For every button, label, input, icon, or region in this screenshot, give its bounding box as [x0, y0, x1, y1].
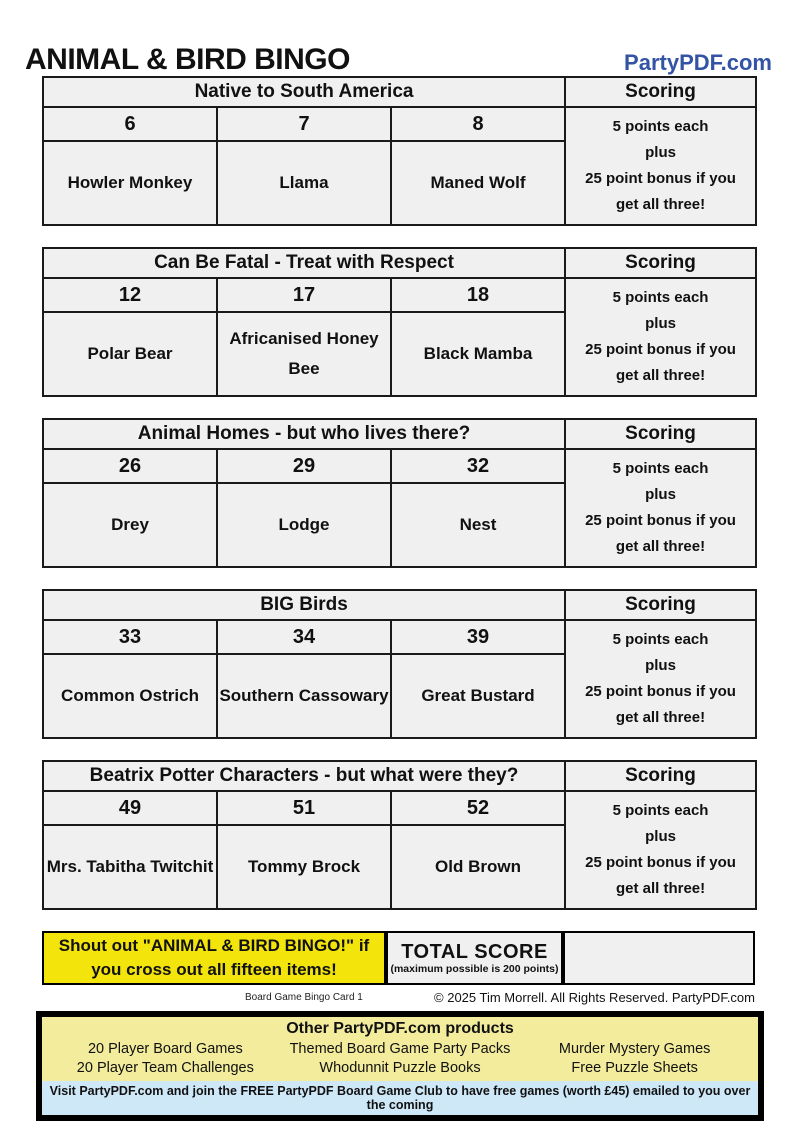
category-header: Animal Homes - but who lives there?: [43, 419, 565, 449]
product-item: Free Puzzle Sheets: [571, 1060, 698, 1076]
bingo-number-cell[interactable]: 7: [217, 107, 391, 141]
scoring-line: plus: [645, 486, 676, 503]
page-title: ANIMAL & BIRD BINGO: [25, 43, 350, 76]
category-header: Native to South America: [43, 77, 565, 107]
bingo-item-cell[interactable]: Polar Bear: [43, 312, 217, 396]
scoring-header: Scoring: [565, 419, 756, 449]
bingo-section-4: [42, 589, 757, 739]
bingo-item-cell[interactable]: Great Bustard: [391, 654, 565, 738]
total-score-label-box: [386, 931, 563, 985]
product-item: 20 Player Board Games: [87, 1041, 243, 1057]
bingo-item-cell[interactable]: Black Mamba: [391, 312, 565, 396]
score-strip: [42, 931, 755, 985]
product-item: Themed Board Game Party Packs: [289, 1041, 511, 1057]
bingo-item-cell[interactable]: Tommy Brock: [217, 825, 391, 909]
scoring-line: 25 point bonus if you: [585, 341, 736, 358]
bingo-number-cell[interactable]: 49: [43, 791, 217, 825]
scoring-line: 25 point bonus if you: [585, 683, 736, 700]
total-score-label: TOTAL SCORE: [401, 940, 548, 963]
shout-line-1: Shout out "ANIMAL & BIRD BINGO!" if: [58, 936, 370, 955]
category-header: Can Be Fatal - Treat with Respect: [43, 248, 565, 278]
bingo-section-5: [42, 760, 757, 910]
footer: [0, 985, 800, 1005]
bingo-section-2: [42, 247, 757, 397]
product-item: 20 Player Team Challenges: [76, 1060, 254, 1076]
product-item: Whodunnit Puzzle Books: [319, 1060, 481, 1076]
scoring-line: 25 point bonus if you: [585, 854, 736, 871]
card-number-label: Board Game Bingo Card 1: [245, 992, 363, 1003]
bingo-item-cell[interactable]: Maned Wolf: [391, 141, 565, 225]
bingo-item-cell[interactable]: Lodge: [217, 483, 391, 567]
scoring-line: 5 points each: [612, 289, 709, 306]
brand-link[interactable]: PartyPDF.com: [624, 49, 772, 75]
page-header: [0, 0, 800, 76]
banner-title: Other PartyPDF.com products: [286, 1020, 514, 1037]
shout-line-2: you cross out all fifteen items!: [91, 960, 337, 979]
scoring-info: [565, 278, 756, 396]
bingo-number-cell[interactable]: 32: [391, 449, 565, 483]
scoring-line: get all three!: [615, 880, 706, 897]
scoring-line: 5 points each: [612, 460, 709, 477]
bingo-item-cell[interactable]: Mrs. Tabitha Twitchit: [43, 825, 217, 909]
scoring-line: plus: [645, 828, 676, 845]
bingo-number-cell[interactable]: 39: [391, 620, 565, 654]
category-header: BIG Birds: [43, 590, 565, 620]
bingo-item-cell[interactable]: Africanised Honey Bee: [217, 312, 391, 396]
bingo-item-cell[interactable]: Howler Monkey: [43, 141, 217, 225]
bingo-item-cell[interactable]: Llama: [217, 141, 391, 225]
bingo-number-cell[interactable]: 6: [43, 107, 217, 141]
banner-product-grid: [42, 1039, 758, 1081]
board-game-club-note: Visit PartyPDF.com and join the FREE PartyPDF Board Game Club to have free games (worth £45) emailed to you over the coming: [42, 1081, 758, 1115]
bingo-item-cell[interactable]: Old Brown: [391, 825, 565, 909]
bingo-section-3: [42, 418, 757, 568]
scoring-line: plus: [645, 315, 676, 332]
scoring-info: [565, 449, 756, 567]
category-header: Beatrix Potter Characters - but what were they?: [43, 761, 565, 791]
bingo-number-cell[interactable]: 51: [217, 791, 391, 825]
scoring-header: Scoring: [565, 761, 756, 791]
scoring-info: [565, 620, 756, 738]
scoring-line: 5 points each: [612, 118, 709, 135]
bingo-number-cell[interactable]: 29: [217, 449, 391, 483]
bingo-number-cell[interactable]: 17: [217, 278, 391, 312]
bingo-item-cell[interactable]: Drey: [43, 483, 217, 567]
scoring-header: Scoring: [565, 77, 756, 107]
product-item: Murder Mystery Games: [558, 1041, 711, 1057]
scoring-line: get all three!: [615, 196, 706, 213]
scoring-line: 25 point bonus if you: [585, 512, 736, 529]
scoring-line: 5 points each: [612, 631, 709, 648]
bingo-item-cell[interactable]: Nest: [391, 483, 565, 567]
bingo-number-cell[interactable]: 8: [391, 107, 565, 141]
scoring-line: plus: [645, 144, 676, 161]
bingo-number-cell[interactable]: 18: [391, 278, 565, 312]
scoring-line: get all three!: [615, 538, 706, 555]
scoring-line: 5 points each: [612, 802, 709, 819]
scoring-line: get all three!: [615, 367, 706, 384]
scoring-line: get all three!: [615, 709, 706, 726]
scoring-header: Scoring: [565, 248, 756, 278]
scoring-header: Scoring: [565, 590, 756, 620]
bingo-number-cell[interactable]: 26: [43, 449, 217, 483]
bingo-item-cell[interactable]: Common Ostrich: [43, 654, 217, 738]
shout-callout: [42, 931, 386, 985]
total-score-entry-box[interactable]: [563, 931, 755, 985]
bingo-number-cell[interactable]: 52: [391, 791, 565, 825]
bingo-number-cell[interactable]: 33: [43, 620, 217, 654]
scoring-info: [565, 791, 756, 909]
copyright-text: © 2025 Tim Morrell. All Rights Reserved. PartyPDF.com: [434, 990, 755, 1005]
total-score-note: (maximum possible is 200 points): [390, 962, 559, 975]
bingo-number-cell[interactable]: 12: [43, 278, 217, 312]
scoring-line: plus: [645, 657, 676, 674]
bingo-section-1: [42, 76, 757, 226]
bingo-number-cell[interactable]: 34: [217, 620, 391, 654]
scoring-info: [565, 107, 756, 225]
bingo-item-cell[interactable]: Southern Cassowary: [217, 654, 391, 738]
scoring-line: 25 point bonus if you: [585, 170, 736, 187]
products-banner: [36, 1011, 764, 1121]
